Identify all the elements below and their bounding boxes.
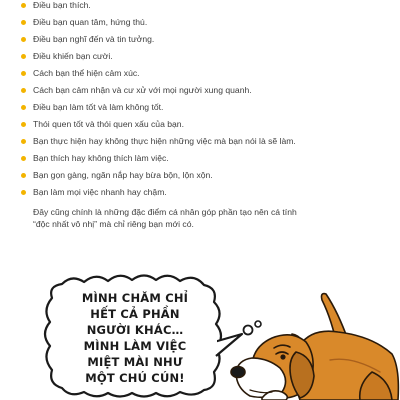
bullet-icon xyxy=(21,122,26,127)
bullet-icon xyxy=(21,105,26,110)
trait-text: Điều bạn thích. xyxy=(33,0,91,10)
speech-bubble-text xyxy=(55,290,215,386)
speech-line: MÌNH CHĂM CHỈ xyxy=(81,291,189,305)
list-item xyxy=(33,136,393,147)
speech-line: MIỆT MÀI NHƯ xyxy=(87,355,183,369)
list-item xyxy=(33,187,393,198)
bullet-icon xyxy=(21,139,26,144)
bullet-icon xyxy=(21,20,26,25)
bullet-icon xyxy=(21,37,26,42)
trait-text: Cách bạn thể hiện cảm xúc. xyxy=(33,68,140,78)
list-item xyxy=(33,153,393,164)
bullet-icon xyxy=(21,173,26,178)
list-item xyxy=(33,170,393,181)
speech-line: NGƯỜI KHÁC… xyxy=(86,323,184,337)
list-item xyxy=(33,17,393,28)
summary-line-2: “độc nhất vô nhị” mà chỉ riêng bạn mới có. xyxy=(33,218,194,229)
trait-text: Cách bạn cảm nhận và cư xử với mọi người xung quanh. xyxy=(33,85,252,95)
trait-text: Điều khiến bạn cười. xyxy=(33,51,113,61)
list-item xyxy=(33,0,393,11)
list-item xyxy=(33,119,393,130)
list-item xyxy=(33,85,393,96)
trait-text: Bạn thực hiện hay không thực hiện những việc mà bạn nói là sẽ làm. xyxy=(33,136,296,146)
trait-text: Thói quen tốt và thói quen xấu của bạn. xyxy=(33,119,184,129)
speech-line: MÌNH LÀM VIỆC xyxy=(83,339,187,353)
list-item xyxy=(33,68,393,79)
speech-line: HẾT CẢ PHẦN xyxy=(90,307,180,321)
bullet-icon xyxy=(21,71,26,76)
list-item xyxy=(33,102,393,113)
bullet-icon xyxy=(21,190,26,195)
bullet-icon xyxy=(21,156,26,161)
bullet-icon xyxy=(21,3,26,8)
summary-line-1: Đây cũng chính là những đặc điểm cá nhân góp phần tạo nên cá tính xyxy=(33,207,297,217)
trait-text: Bạn làm mọi việc nhanh hay chậm. xyxy=(33,187,167,197)
speech-line: MỘT CHÚ CÚN! xyxy=(85,371,185,385)
trait-text: Điều bạn quan tâm, hứng thú. xyxy=(33,17,148,27)
dog-illustration xyxy=(231,294,398,400)
trait-text: Điều bạn làm tốt và làm không tốt. xyxy=(33,102,164,112)
bullet-icon xyxy=(21,88,26,93)
trait-text: Bạn gọn gàng, ngăn nắp hay bừa bộn, lộn xộn. xyxy=(33,170,213,180)
trait-text: Điều bạn nghĩ đến và tin tưởng. xyxy=(33,34,155,44)
bullet-icon xyxy=(21,54,26,59)
summary-paragraph xyxy=(33,207,373,230)
list-item xyxy=(33,51,393,62)
trait-text: Bạn thích hay không thích làm việc. xyxy=(33,153,169,163)
list-item xyxy=(33,34,393,45)
